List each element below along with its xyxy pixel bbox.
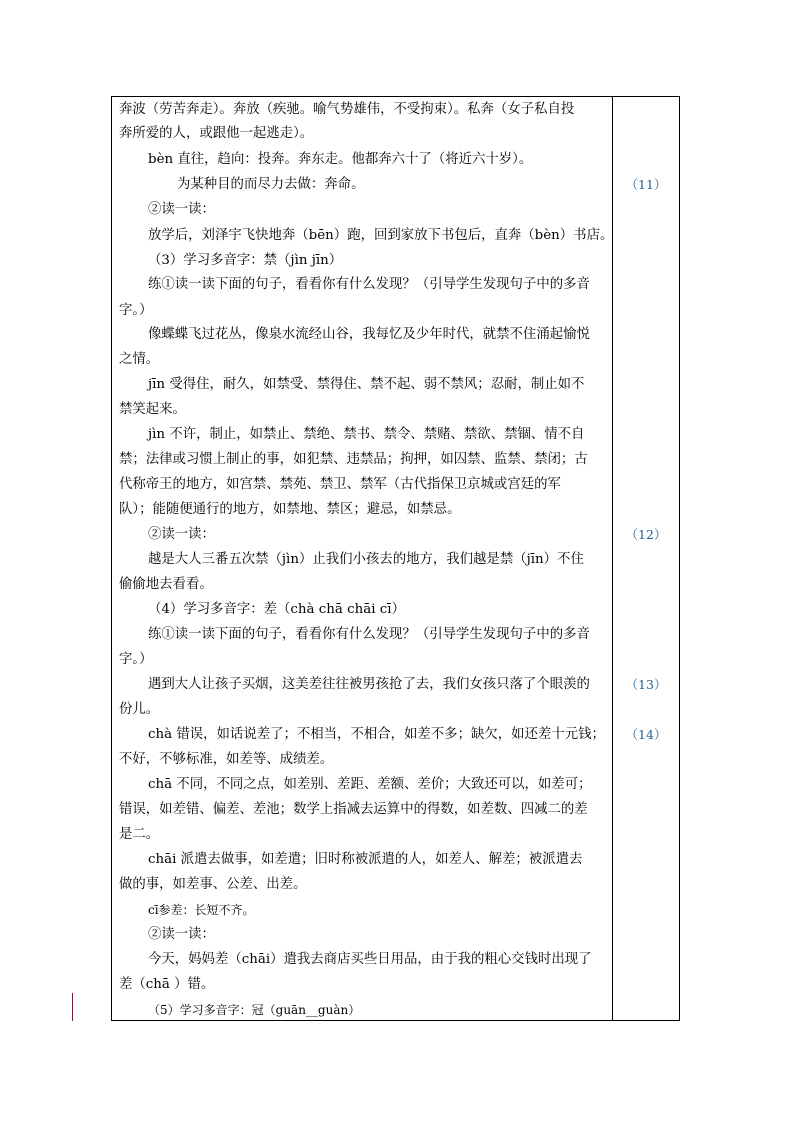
- text-line: chā 不同，不同之点，如差别、差距、差额、差价；大致还可以，如差可；: [148, 777, 592, 792]
- text-line: 禁笑起来。: [119, 402, 186, 417]
- text-line: 放学后，刘泽宇飞快地奔（bēn）跑，回到家放下书包后，直奔（bèn）书店。: [148, 228, 614, 243]
- text-line: 错误，如差错、偏差、差池；数学上指减去运算中的得数，如差数、四减二的差: [119, 802, 588, 817]
- text-line: 越是大人三番五次禁（jìn）止我们小孩去的地方，我们越是禁（jīn）不住: [148, 552, 584, 567]
- text-line: chāi 派遣去做事，如差遣；旧时称被派遣的人，如差人、解差；被派遣去: [148, 852, 583, 867]
- text-line: bèn 直往，趋向：投奔。奔东走。他都奔六十了（将近六十岁）。: [148, 152, 533, 167]
- margin-mark: [72, 993, 73, 1021]
- text-line: 份儿。: [119, 702, 160, 717]
- text-line: 奔所爱的人，或跟他一起逃走）。: [119, 126, 314, 141]
- text-line: 队）；能随便通行的地方，如禁地、禁区；避忌，如禁忌。: [119, 502, 461, 517]
- margin-note: （12）: [625, 527, 667, 542]
- text-line: 偷偷地去看看。: [119, 577, 213, 592]
- text-line: 遇到大人让孩子买烟，这美差往往被男孩抢了去，我们女孩只落了个眼羡的: [148, 677, 590, 692]
- text-line: cī参差：长短不齐。: [148, 903, 255, 917]
- text-line: 像蝶蝶飞过花丛，像泉水流经山谷，我每忆及少年时代，就禁不住涌起愉悦: [148, 327, 590, 342]
- text-line: ②读一读：: [148, 202, 215, 217]
- margin-note: （13）: [625, 677, 667, 692]
- text-line: 差（chā ）错。: [119, 977, 215, 992]
- text-line: 奔波（劳苦奔走）。奔放（疾驰。喻气势雄伟，不受拘束）。私奔（女子私自投: [119, 102, 575, 117]
- section-heading: （3）学习多音字：禁（jìn jīn）: [148, 253, 343, 268]
- lesson-table: [111, 96, 680, 1021]
- text-line: 今天，妈妈差（chāi）遣我去商店买些日用品，由于我的粗心交钱时出现了: [148, 952, 592, 967]
- text-line: ②读一读：: [148, 927, 215, 942]
- text-line: 不好，不够标准，如差等、成绩差。: [119, 752, 334, 767]
- text-line: 练①读一读下面的句子，看看你有什么发现？（引导学生发现句子中的多音: [148, 277, 590, 292]
- text-line: 练①读一读下面的句子，看看你有什么发现？（引导学生发现句子中的多音: [148, 627, 590, 642]
- text-line: jìn 不许，制止，如禁止、禁绝、禁书、禁令、禁赌、禁欲、禁锢、情不自: [148, 427, 585, 442]
- text-line: 是二。: [119, 827, 160, 842]
- text-line: jīn 受得住，耐久，如禁受、禁得住、禁不起、弱不禁风；忍耐，制止如不: [148, 377, 585, 392]
- text-line: 禁；法律或习惯上制止的事，如犯禁、违禁品；拘押，如囚禁、监禁、禁闭；古: [119, 452, 588, 467]
- text-line: 之情。: [119, 352, 160, 367]
- margin-note: （14）: [625, 727, 667, 742]
- text-line: 做的事，如差事、公差、出差。: [119, 877, 307, 892]
- text-line: ②读一读：: [148, 527, 215, 542]
- margin-note: （11）: [625, 177, 667, 192]
- text-line: 字。）: [119, 652, 153, 667]
- section-heading: （5）学习多音字：冠（guān__guàn）: [148, 1003, 361, 1017]
- text-line: 为某种目的而尽力去做：奔命。: [177, 177, 365, 192]
- text-line: 代称帝王的地方，如宫禁、禁苑、禁卫、禁军（古代指保卫京城或宫廷的军: [119, 477, 561, 492]
- text-line: 字。）: [119, 303, 153, 318]
- section-heading: （4）学习多音字：差（chà chā chāi cī）: [148, 602, 405, 617]
- text-line: chà 错误，如话说差了；不相当，不相合，如差不多；缺欠，如还差十元钱；: [148, 727, 605, 742]
